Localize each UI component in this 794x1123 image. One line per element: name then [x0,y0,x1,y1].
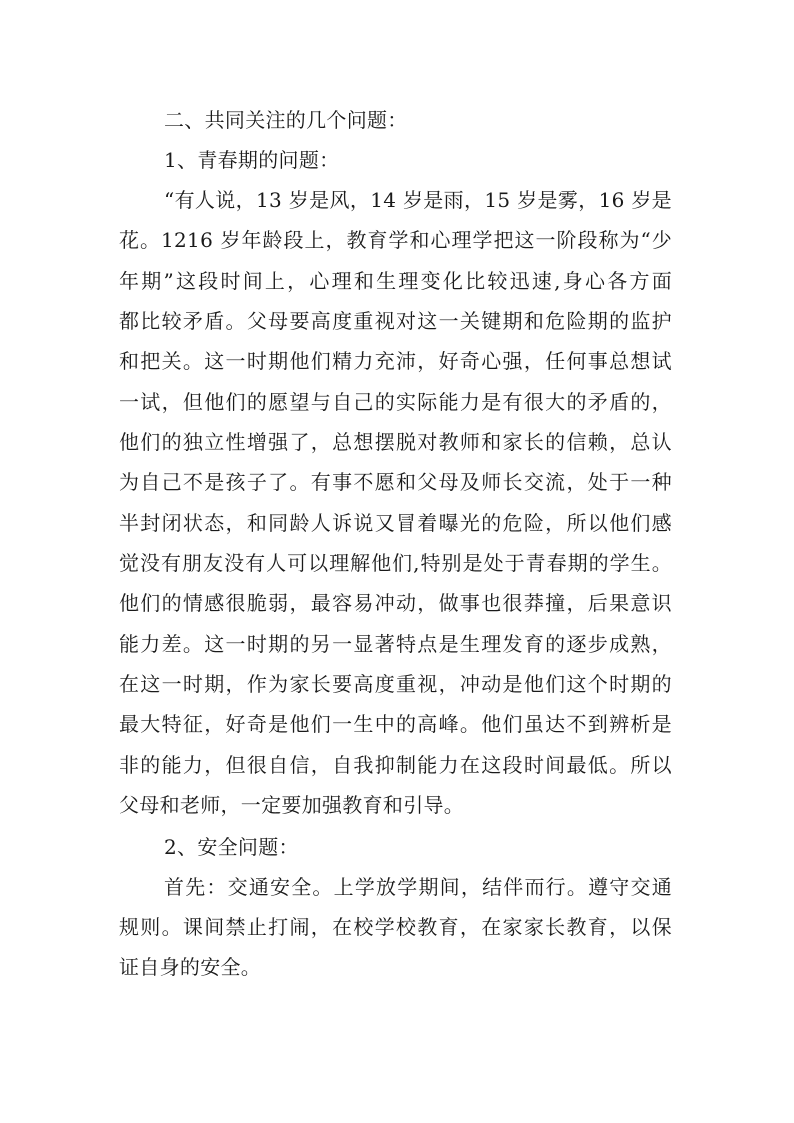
paragraph-line: 觉没有朋友没有人可以理解他们,特别是处于青春期的学生。 [119,551,672,575]
paragraph-line: 为自己不是孩子了。有事不愿和父母及师长交流，处于一种 [119,470,672,494]
paragraph-line: 首先：交通安全。上学放学期间，结伴而行。遵守交通 [164,875,672,899]
paragraph-line: 年期”这段时间上，心理和生理变化比较迅速,身心各方面 [119,269,672,293]
paragraph-line: 半封闭状态，和同龄人诉说又冒着曝光的危险，所以他们感 [119,511,672,535]
paragraph-line: 最大特征，好奇是他们一生中的高峰。他们虽达不到辨析是 [119,712,672,736]
paragraph-line: 一试，但他们的愿望与自己的实际能力是有很大的矛盾的， [119,390,672,414]
paragraph-line: 非的能力，但很自信，自我抑制能力在这段时间最低。所以 [119,753,672,777]
paragraph-line: 父母和老师，一定要加强教育和引导。 [119,793,465,817]
paragraph-line: 在这一时期，作为家长要高度重视，冲动是他们这个时期的 [119,672,672,696]
subsection-heading-safety: 2、安全问题： [164,835,299,859]
paragraph-line: 证自身的安全。 [119,955,262,979]
paragraph-line: 能力差。这一时期的另一显著特点是生理发育的逐步成熟， [119,632,672,656]
paragraph-line: 他们的独立性增强了，总想摆脱对教师和家长的信赖，总认 [119,430,672,454]
paragraph-line: 花。1216 岁年龄段上，教育学和心理学把这一阶段称为“少 [119,228,672,252]
paragraph-line: 和把关。这一时期他们精力充沛，好奇心强，任何事总想试 [119,349,672,373]
paragraph-line: 都比较矛盾。父母要高度重视对这一关键期和危险期的监护 [119,309,672,333]
subsection-heading-puberty: 1、青春期的问题： [164,148,340,172]
section-heading: 二、共同关注的几个问题： [164,108,408,132]
paragraph-line: 规则。课间禁止打闹，在校学校教育，在家家长教育，以保 [119,915,672,939]
paragraph-line: “有人说，13 岁是风，14 岁是雨，15 岁是雾，16 岁是 [164,188,672,212]
paragraph-line: 他们的情感很脆弱，最容易冲动，做事也很莽撞，后果意识 [119,591,672,615]
